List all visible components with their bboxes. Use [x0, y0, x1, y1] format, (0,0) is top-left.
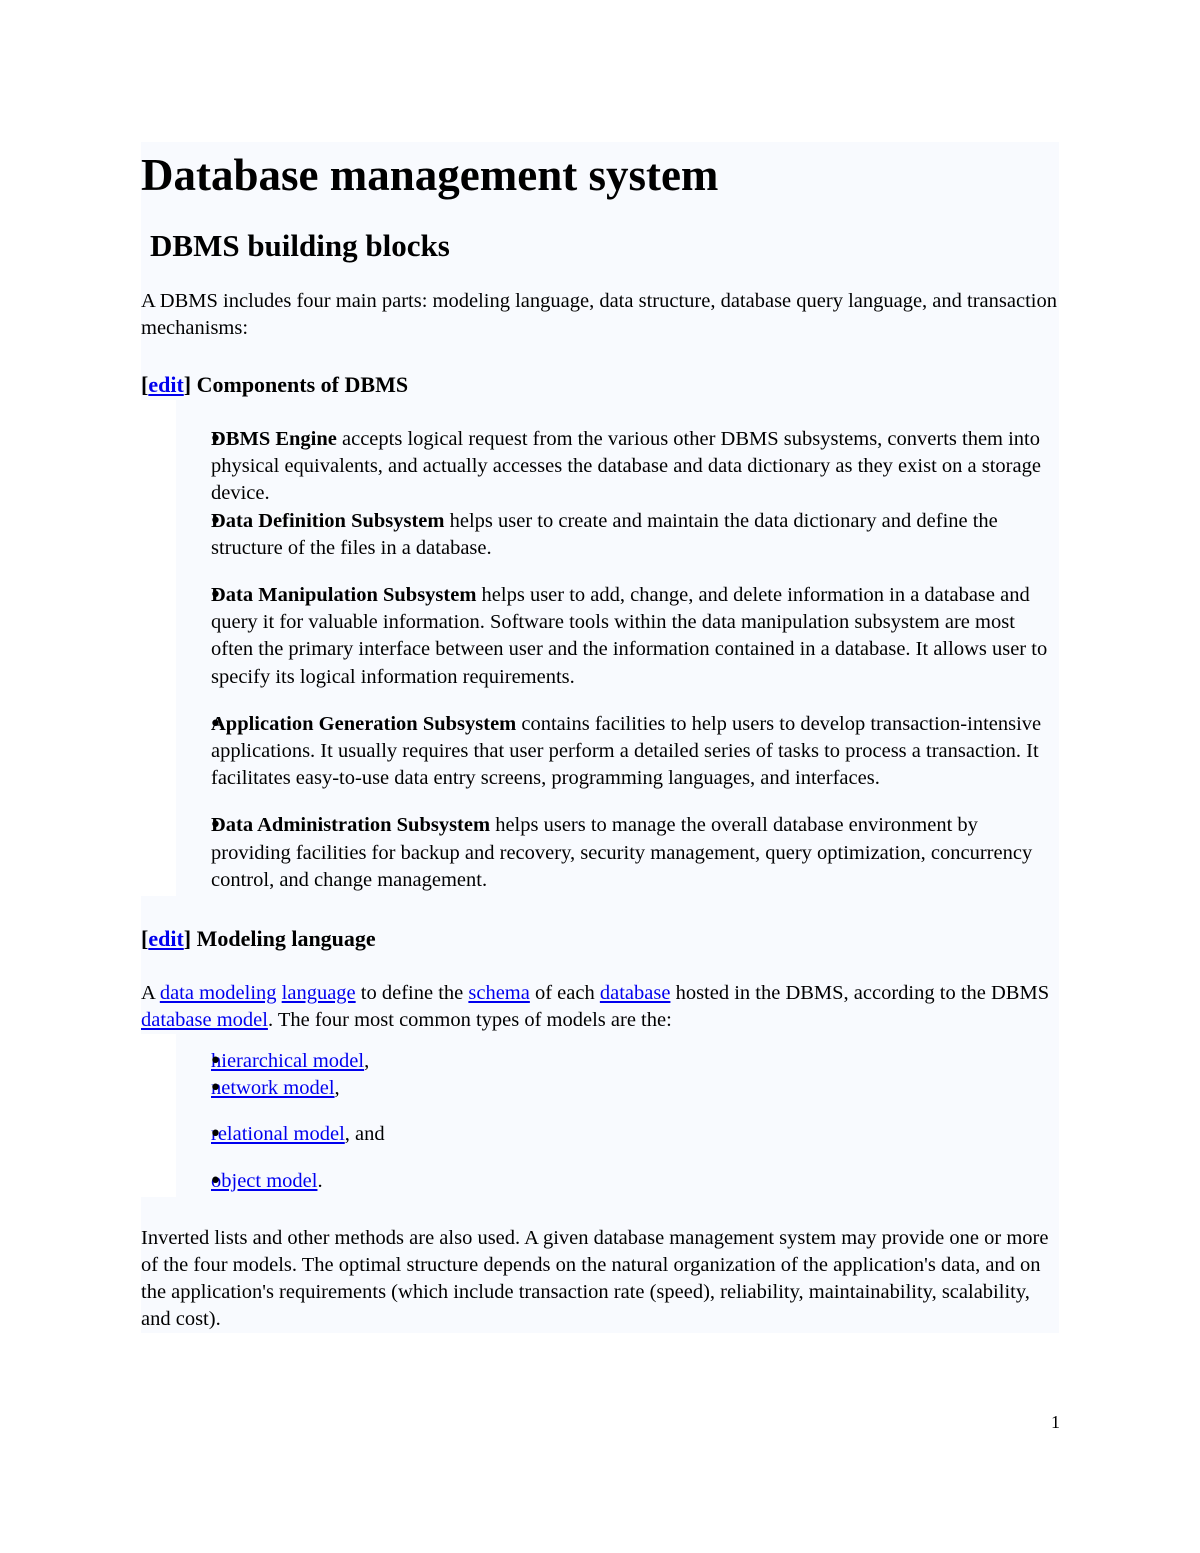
list-item: • relational model, and	[176, 1121, 1059, 1148]
link-relational-model[interactable]: relational model	[211, 1123, 345, 1146]
intro-paragraph: A DBMS includes four main parts: modeling language, data structure, database query language, and transaction mechanisms:	[141, 290, 1057, 339]
models-list	[176, 1034, 1059, 1197]
components-list	[176, 400, 1059, 896]
link-language[interactable]: language	[281, 982, 356, 1005]
edit-link-components[interactable]: edit	[148, 372, 184, 397]
list-item: • network model,	[176, 1075, 1059, 1102]
link-object-model[interactable]: object model	[211, 1169, 318, 1192]
closing-paragraph: Inverted lists and other methods are also used. A given database management system may provide one or more of the four models. The optimal structure depends on the natural organization of the application's data, and on the application's requirements (which include transaction rate (speed), reliability, maintainability, scalability, and cost).	[141, 1226, 1049, 1330]
page-number: 1	[1051, 1412, 1060, 1432]
link-schema[interactable]: schema	[468, 982, 530, 1005]
list-item: • Data Administration Subsystem helps users to manage the overall database environment by providing facilities for backup and recovery, security management, query optimization, concurrency control, and change management.	[176, 812, 1059, 896]
list-item: • Data Definition Subsystem helps user to create and maintain the data dictionary and define the structure of the files in a database.	[176, 508, 1059, 562]
components-heading: [edit] Components of DBMS	[141, 372, 409, 397]
subtitle: DBMS building blocks	[150, 228, 450, 263]
link-database-model[interactable]: database model	[141, 1009, 268, 1032]
edit-link-modeling[interactable]: edit	[148, 926, 184, 952]
modeling-heading-block	[141, 896, 1059, 1034]
page-title: Database management system	[141, 150, 719, 200]
list-item: • Data Manipulation Subsystem helps user to add, change, and delete information in a database and query it for valuable information. Software tools within the data manipulation subsystem are most often the primary interface between user and the information contained in a database. It allows user to specify its logical information requirements.	[176, 582, 1059, 691]
link-hierarchical-model[interactable]: hierarchical model	[211, 1050, 365, 1073]
modeling-paragraph: A data modeling language to define the schema of each database hosted in the DBMS, according to the DBMS database model. The four most common types of models are the:	[141, 982, 1050, 1032]
link-database[interactable]: database	[599, 982, 671, 1005]
title-block	[141, 142, 1059, 342]
list-item: • object model.	[176, 1168, 1059, 1195]
page-content	[141, 142, 1059, 1333]
modeling-heading: [edit] Modeling language	[141, 926, 376, 952]
list-item: • DBMS Engine accepts logical request from the various other DBMS subsystems, converts them into physical equivalents, and actually accesses the database and data dictionary as they exist on a storage device.	[176, 426, 1059, 508]
components-heading-block	[141, 342, 1059, 400]
link-network-model[interactable]: network model	[211, 1077, 335, 1100]
list-item: • hierarchical model,	[176, 1048, 1059, 1075]
closing-block	[141, 1197, 1059, 1333]
link-data-modeling[interactable]: data modeling	[159, 982, 277, 1005]
list-item: • Application Generation Subsystem contains facilities to help users to develop transaction-intensive applications. It usually requires that user perform a detailed series of tasks to process a transaction. It facilitates easy-to-use data entry screens, programming languages, and interfaces.	[176, 711, 1059, 793]
